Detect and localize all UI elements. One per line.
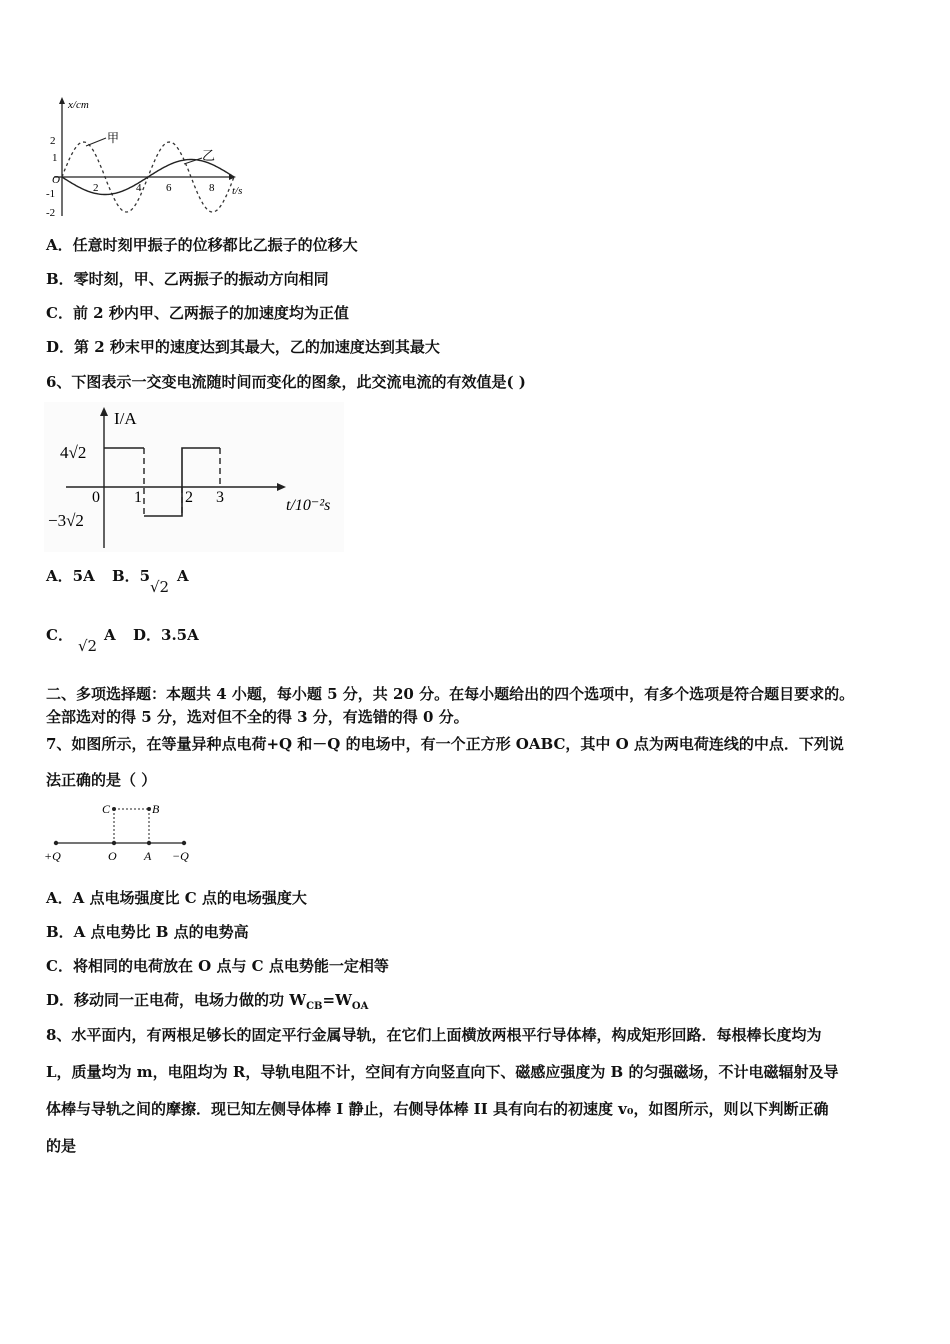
- y-tick: 2: [50, 135, 56, 147]
- b-label: B: [152, 802, 160, 816]
- q6-stem: 6、下图表示一交变电流随时间而变化的图象，此交流电流的有效值是( ): [46, 373, 526, 391]
- q5-option-a: A．任意时刻甲振子的位移都比乙振子的位移大: [46, 236, 358, 254]
- section2-line1: 二、多项选择题：本题共 4 小题，每小题 5 分，共 20 分。在每小题给出的四个选项中，有多个选项是符合题目要求的。: [46, 685, 855, 703]
- a-label: A: [144, 849, 152, 863]
- x-tick: 3: [216, 489, 224, 506]
- q5-option-d: D．第 2 秒末甲的速度达到其最大，乙的加速度达到其最大: [46, 338, 440, 356]
- x-tick: 2: [185, 489, 193, 506]
- charge-diagram: [44, 800, 194, 866]
- x-tick: 1: [134, 489, 142, 506]
- c-label: C: [102, 802, 111, 816]
- q8-line1: 8、水平面内，有两根足够长的固定平行金属导轨，在它们上面横放两根平行导体棒，构成矩形回路．每根棒长度均为: [46, 1026, 822, 1044]
- y-axis-label: I/A: [114, 409, 137, 428]
- zero-label: 0: [92, 489, 100, 506]
- x-axis-label: t/s: [232, 185, 243, 197]
- q6-option-d: D．3.5A: [133, 626, 199, 644]
- label-jia: 甲: [107, 131, 120, 145]
- q7-option-b: B．A 点电势比 B 点的电势高: [46, 923, 249, 941]
- q7-stem-line2: 法正确的是（ ）: [46, 771, 157, 789]
- x-tick: 2: [93, 182, 99, 194]
- q5-option-c: C．前 2 秒内甲、乙两振子的加速度均为正值: [46, 304, 349, 322]
- y-axis-label: x/cm: [68, 99, 89, 111]
- q6-option-b-unit: A: [177, 567, 189, 585]
- vibration-graph: [44, 94, 254, 224]
- q6-option-c: C．: [46, 626, 73, 644]
- q7-option-c: C．将相同的电荷放在 O 点与 C 点电势能一定相等: [46, 957, 389, 975]
- x-tick: 4: [136, 182, 142, 194]
- q6-option-b: B．5: [112, 567, 151, 585]
- sqrt-two: √2: [78, 637, 98, 655]
- q7-stem-line1: 7、如图所示，在等量异种点电荷+Q 和－Q 的电场中，有一个正方形 OABC，其中 O 点为两电荷连线的中点．下列说: [46, 735, 844, 753]
- label-yi: 乙: [202, 148, 216, 163]
- plus-q-label: +Q: [44, 849, 61, 863]
- q6-option-a: A．5A: [46, 567, 95, 585]
- y-tick: -1: [46, 188, 56, 200]
- section2-line2: 全部选对的得 5 分，选对但不全的得 3 分，有选错的得 0 分。: [46, 708, 469, 726]
- minus-q-label: −Q: [172, 849, 189, 863]
- q8-line3: 体棒与导轨之间的摩擦．现已知左侧导体棒 I 静止，右侧导体棒 II 具有向右的初速度 v₀，如图所示，则以下判断正确: [46, 1100, 829, 1118]
- x-axis-label: t/10⁻²s: [286, 497, 331, 514]
- o-label: O: [108, 849, 117, 863]
- current-graph: [44, 402, 344, 552]
- q8-line2: L，质量均为 m，电阻均为 R，导轨电阻不计，空间有方向竖直向下、磁感应强度为 B 的匀强磁场，不计电磁辐射及导: [46, 1063, 839, 1081]
- y-positive-label: 4√2: [60, 443, 87, 462]
- q7-option-a: A．A 点电场强度比 C 点的电场强度大: [46, 889, 307, 907]
- q5-option-b: B．零时刻，甲、乙两振子的振动方向相同: [46, 270, 329, 288]
- y-negative-label: −3√2: [48, 511, 84, 530]
- x-tick: 8: [209, 182, 215, 194]
- y-tick: 1: [52, 152, 58, 164]
- q6-option-c-unit: A: [104, 626, 116, 644]
- q7-option-d: D．移动同一正电荷，电场力做的功 $W_{CB}=W_{OA}$: [46, 991, 369, 1012]
- q8-line4: 的是: [46, 1137, 77, 1155]
- x-tick: 6: [166, 182, 172, 194]
- origin-label: O: [52, 174, 60, 186]
- sqrt-two: √2: [150, 578, 170, 596]
- y-tick: -2: [46, 207, 56, 219]
